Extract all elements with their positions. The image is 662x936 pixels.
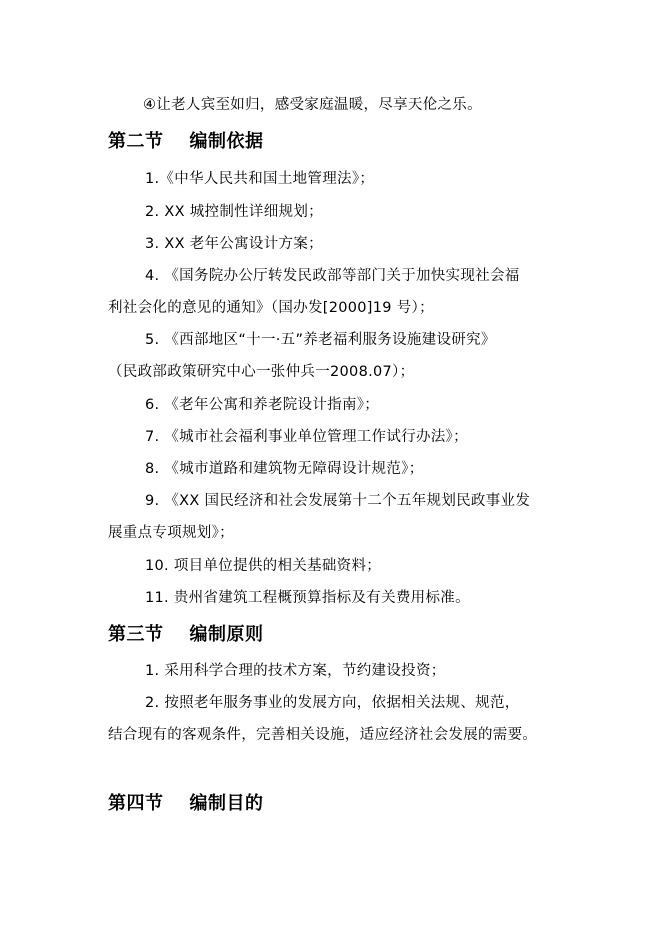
basis-item-11: 11. 贵州省建筑工程概预算指标及有关费用标准。: [145, 590, 470, 606]
basis-item-9: 9. 《XX 国民经济和社会发展第十二个五年规划民政事业发: [145, 493, 531, 509]
section-heading-3: [108, 623, 264, 647]
intro-line: ④让老人宾至如归，感受家庭温暖，尽享天伦之乐。: [143, 97, 482, 113]
basis-item-5-cont: （民政部政策研究中心一张仲兵一2008.07）；: [108, 364, 415, 380]
basis-item-5: 5. 《西部地区“十一·五”养老福利服务设施建设研究》: [145, 332, 496, 348]
principle-item-2: 2. 按照老年服务事业的发展方向，依据相关法规、规范，: [145, 695, 520, 711]
basis-item-3: 3. XX 老年公寓设计方案；: [145, 236, 323, 252]
principle-item-2-cont: 结合现有的客观条件，完善相关设施，适应经济社会发展的需要。: [108, 727, 538, 743]
basis-item-9-cont: 展重点专项规划》；: [108, 525, 234, 541]
section-number: 第二节: [108, 131, 164, 152]
basis-item-7: 7. 《城市社会福利事业单位管理工作试行办法》；: [145, 429, 468, 445]
section-heading-4: [108, 792, 264, 816]
basis-item-6: 6. 《老年公寓和养老院设计指南》；: [145, 397, 380, 413]
section-title: 编制依据: [189, 131, 264, 152]
basis-item-2: 2. XX 城控制性详细规划；: [145, 204, 323, 220]
section-number: 第四节: [108, 793, 164, 814]
basis-item-4: 4. 《国务院办公厅转发民政部等部门关于加快实现社会福: [145, 268, 520, 284]
principle-item-1: 1. 采用科学合理的技术方案，节约建设投资；: [145, 663, 446, 679]
basis-item-1: 1.《中华人民共和国土地管理法》；: [145, 171, 375, 187]
section-heading-2: [108, 130, 264, 154]
basis-item-10: 10. 项目单位提供的相关基础资料；: [145, 558, 382, 574]
section-number: 第三节: [108, 624, 164, 645]
basis-item-4-cont: 利社会化的意见的通知》（国办发[2000]19 号）；: [108, 300, 434, 316]
section-title: 编制目的: [189, 793, 264, 814]
section-title: 编制原则: [189, 624, 264, 645]
basis-item-8: 8. 《城市道路和建筑物无障碍设计规范》；: [145, 461, 424, 477]
